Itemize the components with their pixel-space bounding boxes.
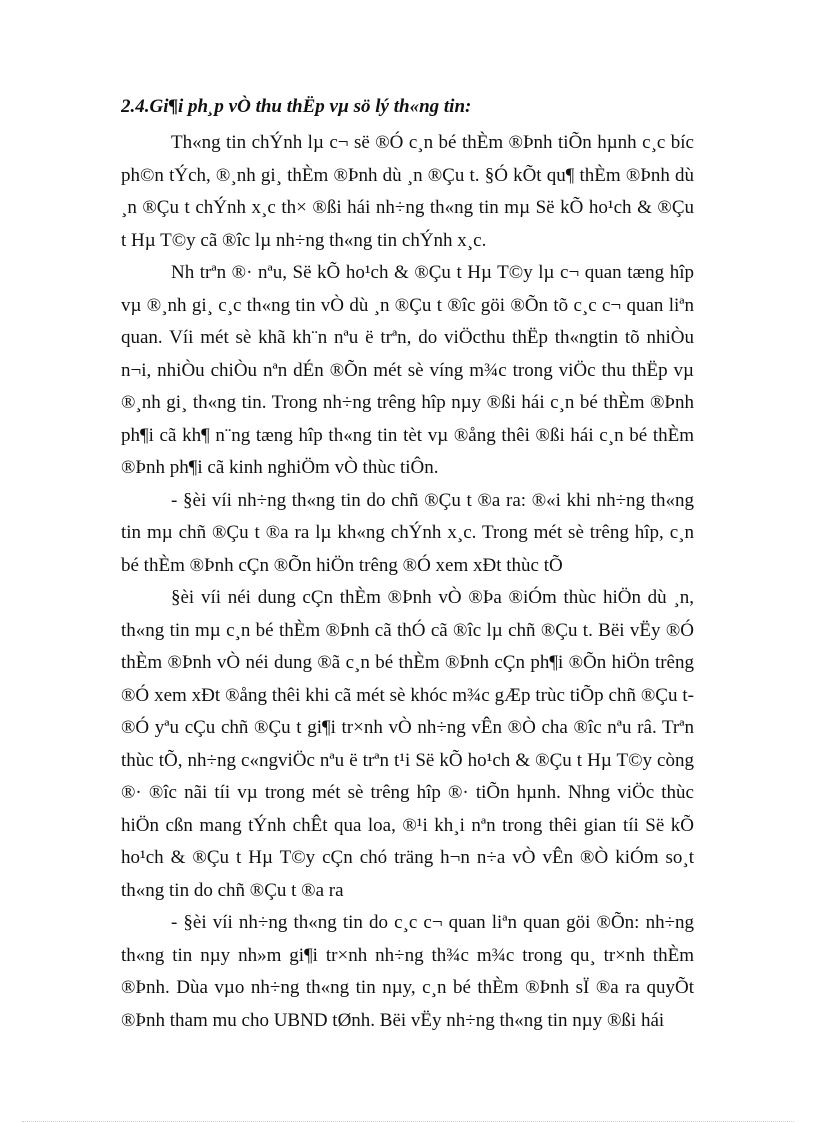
section-heading: 2.4.Gi¶i ph¸p vÒ thu thËp vµ sö lý th«ng tin: <box>121 96 472 117</box>
body-text <box>121 127 694 1037</box>
paragraph-2: Nh trªn ®· nªu, Së kÕ ho¹ch & ®Çu t Hµ T©y lµ c¬ quan tæng hîp vµ ®¸nh gi¸ c¸c th«ng tin vÒ dù ¸n ®Çu t ®îc göi ®Õn tõ c¸c c¬ quan liªn quan. Víi mét sè khã kh¨n nªu ë trªn, do viÖcthu thËp th«ngtin tõ nhiÒu n¬i, nhiÒu chiÒu nªn dÉn ®Õn mét sè víng m¾c trong viÖc thu thËp vµ ®¸nh gi¸ th«ng tin. Trong nh÷ng trêng hîp nµy ®ßi hái c¸n bé thÈm ®Þnh ph¶i cã kh¶ n¨ng tæng hîp th«ng tin tèt vµ ®ång thêi ®ßi hái c¸n bé thÈm ®Þnh ph¶i cã kinh nghiÖm vÒ thùc tiÔn. <box>121 262 694 478</box>
paragraph-5: - §èi víi nh÷ng th«ng tin do c¸c c¬ quan liªn quan göi ®Õn: nh÷ng th«ng tin nµy nh»m gi¶i tr×nh nh÷ng th¾c m¾c trong qu¸ tr×nh thÈm ®Þnh. Dùa vµo nh÷ng th«ng tin nµy, c¸n bé thÈm ®Þnh sÏ ®a ra quyÕt ®Þnh tham mu cho UBND tØnh. Bëi vËy nh÷ng th«ng tin nµy ®ßi hái <box>121 912 694 1031</box>
page-bottom-divider <box>22 1121 794 1122</box>
paragraph-1: Th«ng tin chÝnh lµ c¬ së ®Ó c¸n bé thÈm ®Þnh tiÕn hµnh c¸c bíc ph©n tÝch, ®¸nh gi¸ thÈm ®Þnh dù ¸n ®Çu t. §Ó kÕt qu¶ thÈm ®Þnh dù ¸n ®Çu t chÝnh x¸c th× ®ßi hái nh÷ng th«ng tin mµ Së kÕ ho¹ch & ®Çu t Hµ T©y cã ®îc lµ nh÷ng th«ng tin chÝnh x¸c. <box>121 132 694 251</box>
paragraph-4: §èi víi néi dung cÇn thÈm ®Þnh vÒ ®Þa ®iÓm thùc hiÖn dù ¸n, th«ng tin mµ c¸n bé thÈm ®Þnh cã thÓ cã ®îc lµ chñ ®Çu t. Bëi vËy ®Ó thÈm ®Þnh vÒ néi dung ®ã c¸n bé thÈm ®Þnh cÇn ph¶i ®Õn hiÖn trêng ®Ó xem xÐt ®ång thêi khi cã mét sè khóc m¾c gÆp trùc tiÕp chñ ®Çu t ®Ó yªu cÇu chñ ®Çu t gi¶i tr×nh vÒ nh÷ng vÊn ®Ò cha ®îc nªu râ. Trªn thùc tÕ, nh÷ng c«ngviÖc nªu ë trªn t¹i Së kÕ ho¹ch & ®Çu t Hµ T©y còng ®· ®îc nãi tíi vµ trong mét sè trêng hîp ®· tiÕn hµnh. Nhng viÖc thùc hiÖn cßn mang tÝnh chÊt qua loa, ®¹i kh¸i nªn trong thêi gian tíi Së kÕ ho¹ch & ®Çu t Hµ T©y cÇn chó träng h¬n n÷a vÒ vÊn ®Ò kiÓm so¸t th«ng tin do chñ ®Çu t ®a ra <box>121 587 694 901</box>
paragraph-3: - §èi víi nh÷ng th«ng tin do chñ ®Çu t ®a ra: ®«i khi nh÷ng th«ng tin mµ chñ ®Çu t ®a ra lµ kh«ng chÝnh x¸c. Trong mét sè trêng hîp, c¸n bé thÈm ®Þnh cÇn ®Õn hiÖn trêng ®Ó xem xÐt thùc tÕ <box>121 489 694 576</box>
